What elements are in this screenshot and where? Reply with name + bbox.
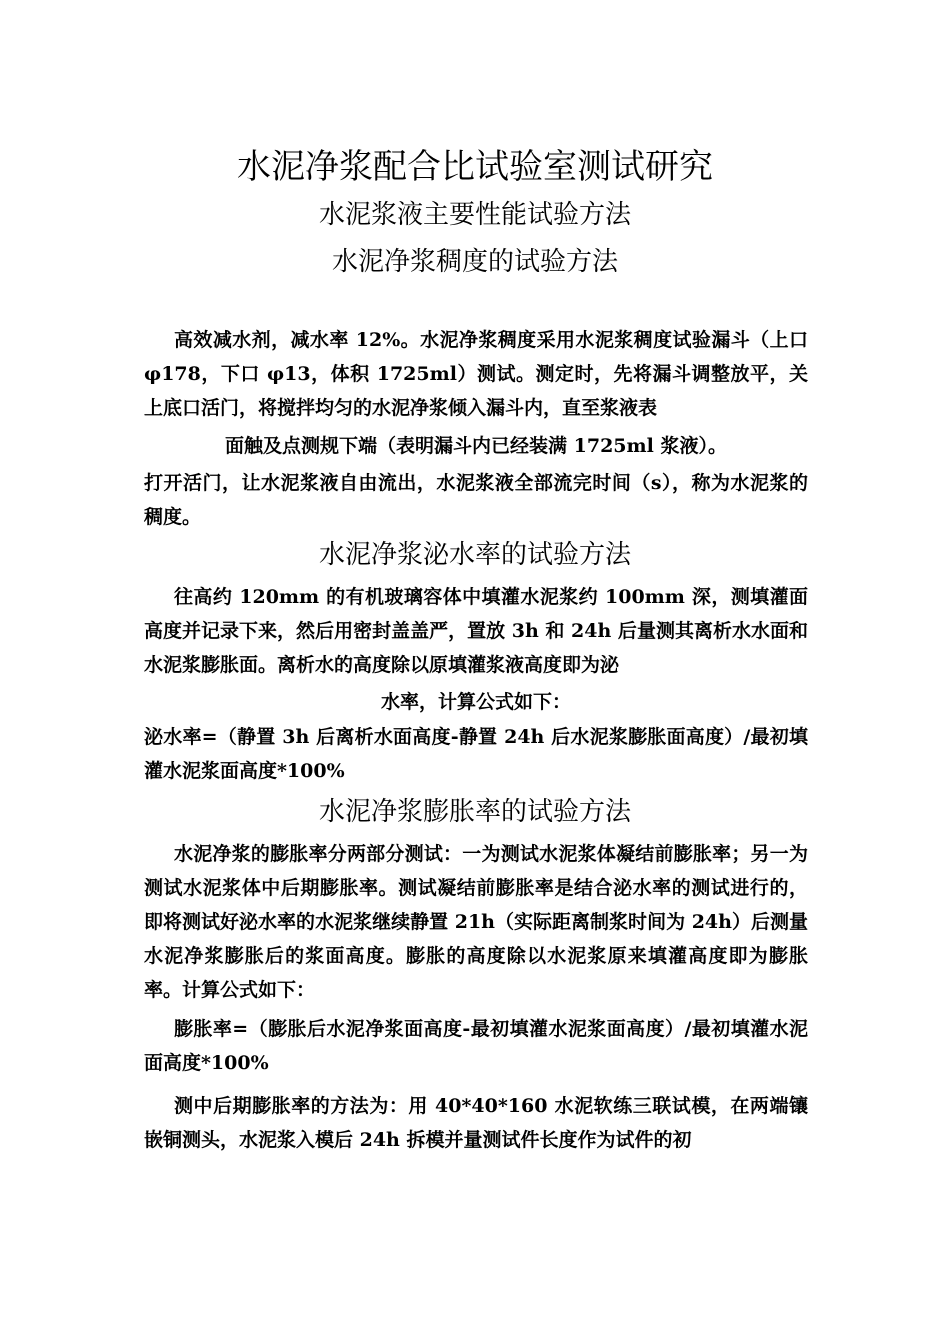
paragraph-consistency-method: 高效减水剂，减水率 12%。水泥净浆稠度采用水泥浆稠度试验漏斗（上口 φ178，下口 φ13，体积 1725ml）测试。测定时，先将漏斗调整放平，关上底口活门，将搅拌均匀的水泥净浆倾入漏斗内，直至浆液表: [144, 329, 808, 419]
section-heading-bleeding: 水泥净浆泌水率的试验方法: [318, 540, 631, 570]
paragraph-consistency-method-end: 面触及点测规下端（表明漏斗内已经装满 1725ml 浆液）。: [225, 435, 727, 457]
formula-expansion-rate: 膨胀率=（膨胀后水泥净浆面高度-最初填灌水泥浆面高度）/最初填灌水泥面高度*100%: [144, 1018, 808, 1074]
document-title: 水泥净浆配合比试验室测试研究: [237, 147, 713, 187]
paragraph-expansion-later-method: 测中后期膨胀率的方法为：用 40*40*160 水泥软练三联试模，在两端镶嵌铜测头，水泥浆入模后 24h 拆模并量测试件长度作为试件的初: [144, 1095, 808, 1151]
document-subtitle: 水泥浆液主要性能试验方法: [318, 200, 631, 230]
formula-bleeding-rate: 泌水率=（静置 3h 后离析水面高度-静置 24h 后水泥浆膨胀面高度）/最初填灌水泥浆面高度*100%: [144, 726, 808, 782]
paragraph-expansion-method: 水泥净浆的膨胀率分两部分测试：一为测试水泥浆体凝结前膨胀率；另一为测试水泥浆体中后期膨胀率。测试凝结前膨胀率是结合泌水率的测试进行的，即将测试好泌水率的水泥浆继续静置 21h（实际距离制浆时间为 24h）后测量水泥净浆膨胀后的浆面高度。膨胀的高度除以水泥浆原来填灌高度即为膨胀率。计算公式如下：: [144, 843, 808, 1001]
paragraph-bleeding-method-end: 水率，计算公式如下：: [380, 691, 571, 713]
paragraph-bleeding-method: 往高约 120mm 的有机玻璃容体中填灌水泥浆约 100mm 深，测填灌面高度并记录下来，然后用密封盖盖严，置放 3h 和 24h 后量测其离析水水面和水泥浆膨胀面。离析水的高度除以原填灌浆液高度即为泌: [144, 586, 808, 676]
paragraph-consistency-definition: 打开活门，让水泥浆液自由流出，水泥浆液全部流完时间（s），称为水泥浆的稠度。: [144, 472, 808, 528]
section-heading-expansion: 水泥净浆膨胀率的试验方法: [318, 797, 631, 827]
section-heading-consistency: 水泥净浆稠度的试验方法: [331, 247, 618, 277]
